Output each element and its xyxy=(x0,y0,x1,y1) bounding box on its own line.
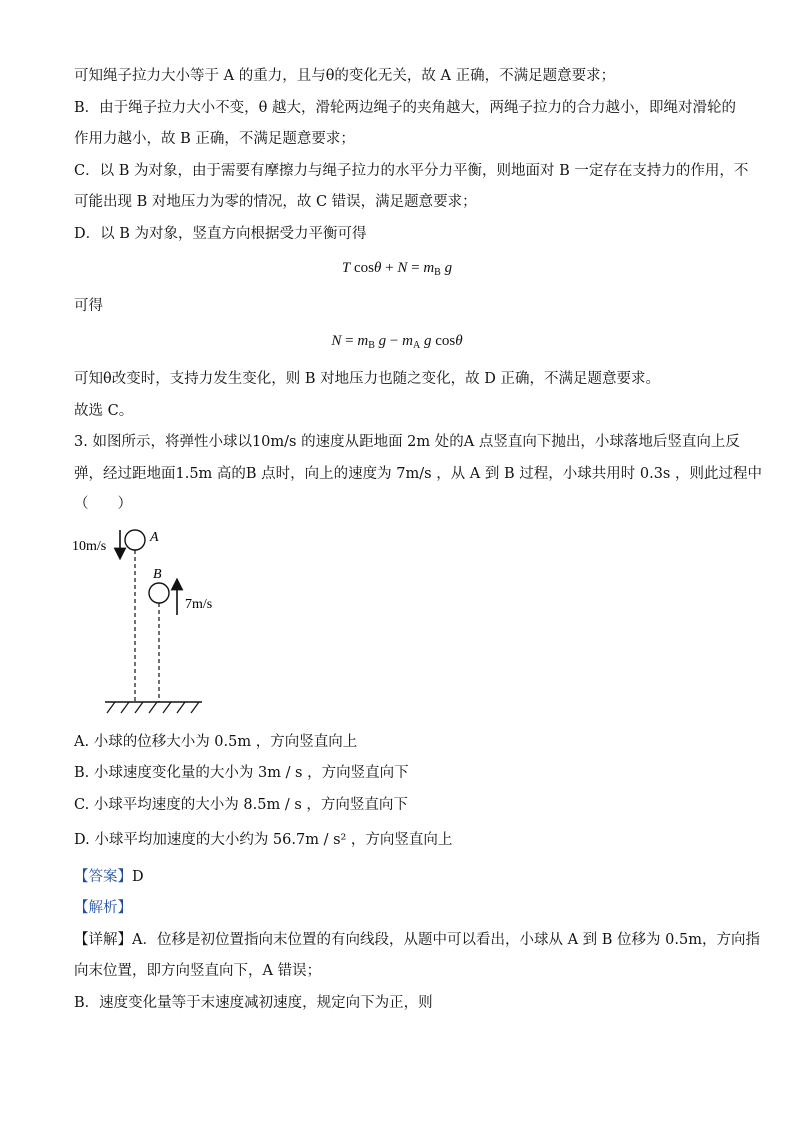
option-a: A. 小球的位移大小为 0.5m ，方向竖直向上 xyxy=(74,734,358,750)
question-stem: 弹，经过距地面1.5m 高的B 点时，向上的速度为 7m/s ，从 A 到 B 过程，小球共用时 0.3s ，则此过程中 xyxy=(74,466,762,482)
paragraph: D．以 B 为对象，竖直方向根据受力平衡可得 xyxy=(74,226,367,242)
analysis-label: 【解析】 xyxy=(74,900,132,916)
paragraph: 可知绳子拉力大小等于 A 的重力，且与θ的变化无关，故 A 正确，不满足题意要求； xyxy=(74,68,616,84)
detail-tag: 【详解】 xyxy=(74,932,132,948)
analysis-text: A．位移是初位置指向末位置的有向线段，从题中可以看出，小球从 A 到 B 位移为 0.5m，方向指 xyxy=(132,932,760,948)
analysis-tag xyxy=(74,898,132,918)
option-b: B. 小球速度变化量的大小为 3m / s ，方向竖直向下 xyxy=(74,765,409,781)
answer-line xyxy=(74,867,144,887)
option-c: C. 小球平均速度的大小为 8.5m / s ，方向竖直向下 xyxy=(74,797,408,813)
paragraph: 可知θ改变时，支持力发生变化，则 B 对地压力也随之变化，故 D 正确，不满足题意要求。 xyxy=(74,371,660,387)
point-a-label: A xyxy=(150,530,159,545)
ground-hatch xyxy=(107,702,199,713)
point-b-label: B xyxy=(153,567,162,582)
ball-b xyxy=(149,583,169,603)
paragraph: 可得 xyxy=(74,298,103,314)
paragraph: C．以 B 为对象，由于需要有摩擦力与绳子拉力的水平分力平衡，则地面对 B 一定存在支持力的作用，不 xyxy=(74,163,749,179)
question-stem: 3. 如图所示，将弹性小球以10m/s 的速度从距地面 2m 处的A 点竖直向下抛出，小球落地后竖直向上反 xyxy=(74,434,740,450)
paragraph: 作用力越小，故 B 正确，不满足题意要求； xyxy=(74,131,355,147)
answer-tag: 【答案】 xyxy=(74,869,132,885)
option-d: D. 小球平均加速度的大小约为 56.7m / s² ，方向竖直向上 xyxy=(74,832,453,848)
paragraph: 可能出现 B 对地压力为零的情况，故 C 错误，满足题意要求； xyxy=(74,194,477,210)
question-stem: （ ） xyxy=(74,496,132,512)
paragraph: 故选 C。 xyxy=(74,403,134,419)
ball-a xyxy=(125,530,145,550)
equation-1: T $\cos\theta + N = m_B$ g xyxy=(341,260,453,278)
analysis-line: B．速度变化量等于末速度减初速度，规定向下为正，则 xyxy=(74,995,433,1011)
answer-value: D xyxy=(132,869,144,885)
equation-2: $N = m_B$ $g - m_A$ g cosθ xyxy=(331,333,463,351)
analysis-line: 向末位置，即方向竖直向下，A 错误； xyxy=(74,963,322,979)
analysis-line xyxy=(74,930,760,950)
velocity-down-label: 10m/s xyxy=(72,539,107,554)
paragraph: B．由于绳子拉力大小不变，θ 越大，滑轮两边绳子的夹角越大，两绳子拉力的合力越小，即绳对滑轮的 xyxy=(74,100,736,116)
ball-diagram xyxy=(70,520,230,720)
velocity-up-label: 7m/s xyxy=(185,597,213,612)
